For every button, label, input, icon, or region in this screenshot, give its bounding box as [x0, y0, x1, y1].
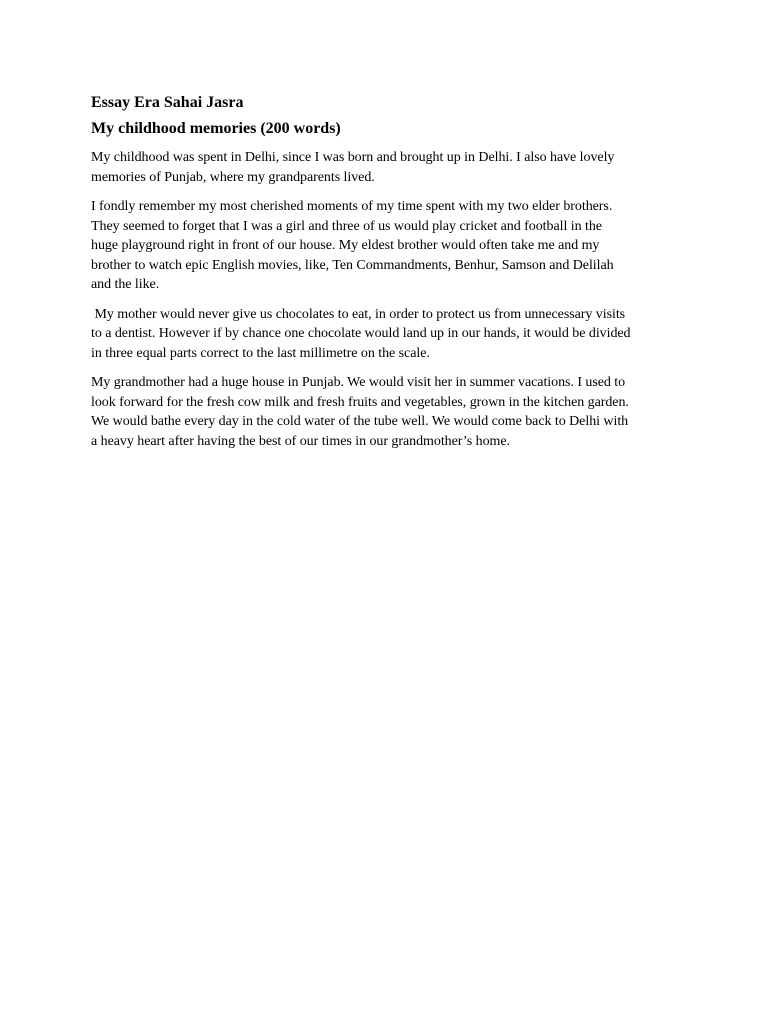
- paragraph-3: [91, 305, 691, 364]
- paragraph-line: We would bathe every day in the cold water of the tube well. We would come back to Delhi with: [91, 414, 629, 429]
- paragraph-line: look forward for the fresh cow milk and fresh fruits and vegetables, grown in the kitchen garden.: [91, 394, 629, 410]
- paragraph-line: My grandmother had a huge house in Punjab. We would visit her in summer vacations. I used to: [91, 375, 626, 390]
- essay-title: My childhood memories (200 words): [91, 120, 341, 137]
- paragraph-2: [91, 197, 691, 295]
- essay-body: [91, 148, 691, 451]
- paragraph-line: and the like.: [91, 277, 160, 292]
- paragraph-line: a heavy heart after having the best of our times in our grandmother’s home.: [91, 433, 510, 449]
- author-line: Essay Era Sahai Jasra: [91, 94, 244, 111]
- paragraph-line: memories of Punjab, where my grandparents lived.: [91, 169, 375, 185]
- paragraph-line: to a dentist. However if by chance one chocolate would land up in our hands, it would be divided: [91, 326, 631, 341]
- paragraph-line: huge playground right in front of our house. My eldest brother would often take me and my: [91, 238, 600, 253]
- paragraph-1: [91, 148, 691, 187]
- paragraph-4: [91, 373, 691, 451]
- paragraph-line: in three equal parts correct to the last millimetre on the scale.: [91, 345, 430, 361]
- paragraph-line: They seemed to forget that I was a girl and three of us would play cricket and football in the: [91, 218, 602, 234]
- paragraph-line: My mother would never give us chocolates to eat, in order to protect us from unnecessary visits: [91, 306, 626, 322]
- paragraph-line: My childhood was spent in Delhi, since I was born and brought up in Delhi. I also have lovely: [91, 150, 615, 165]
- paragraph-line: brother to watch epic English movies, like, Ten Commandments, Benhur, Samson and Delilah: [91, 257, 614, 273]
- paragraph-line: I fondly remember my most cherished moments of my time spent with my two elder brothers.: [91, 199, 613, 214]
- document-page: [91, 92, 691, 461]
